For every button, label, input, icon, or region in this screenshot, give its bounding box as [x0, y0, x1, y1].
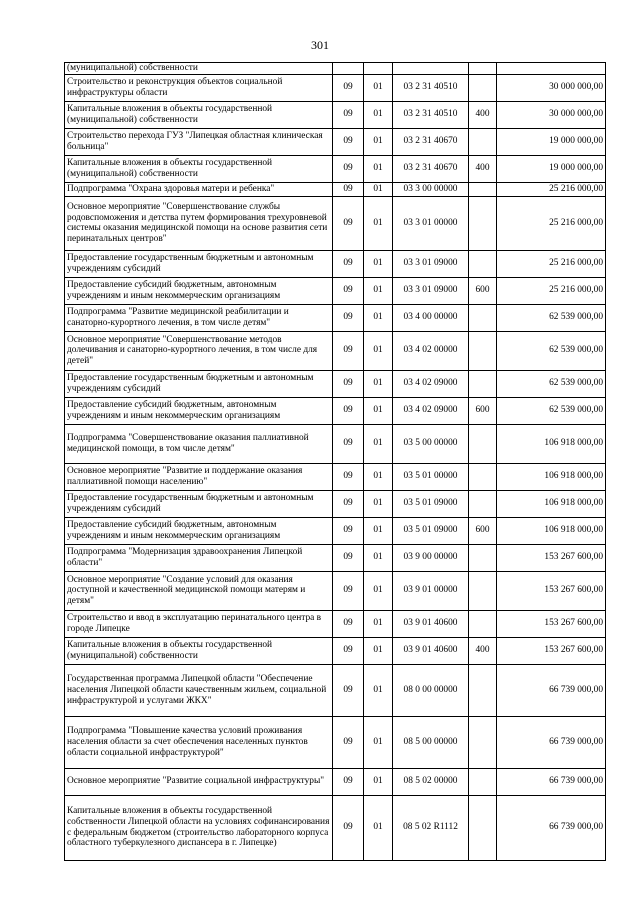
amount: 106 918 000,00 — [497, 517, 606, 544]
item-name: Капитальные вложения в объекты государственной (муниципальной) собственности — [65, 637, 333, 664]
expense-type-code — [469, 331, 497, 370]
section-code: 09 — [333, 571, 364, 610]
section-code: 09 — [333, 637, 364, 664]
section-code: 09 — [333, 370, 364, 397]
section-code: 09 — [333, 155, 364, 182]
expense-type-code — [469, 370, 497, 397]
target-article-code: 03 4 02 09000 — [393, 370, 469, 397]
expense-type-code — [469, 610, 497, 637]
section-code: 09 — [333, 182, 364, 196]
subsection-code: 01 — [364, 304, 393, 331]
expense-type-code — [469, 571, 497, 610]
target-article-code: 08 5 02 R1112 — [393, 795, 469, 860]
subsection-code: 01 — [364, 768, 393, 795]
item-name: Подпрограмма "Охрана здоровья матери и ребенка" — [65, 182, 333, 196]
amount: 62 539 000,00 — [497, 370, 606, 397]
item-name: Предоставление субсидий бюджетным, автономным учреждениям и иным некоммерческим организациям — [65, 517, 333, 544]
item-name: Строительство перехода ГУЗ "Липецкая областная клиническая больница" — [65, 128, 333, 155]
amount: 153 267 600,00 — [497, 610, 606, 637]
target-article-code: 03 2 31 40510 — [393, 74, 469, 101]
item-name: Основное мероприятие "Совершенствование службы родовспоможения и детства путем формирования трехуровневой системы оказания медицинской помощи на основе развития сети перинатальных центров" — [65, 196, 333, 250]
amount: 106 918 000,00 — [497, 424, 606, 463]
amount: 25 216 000,00 — [497, 277, 606, 304]
expense-type-code — [469, 304, 497, 331]
expense-type-code — [469, 74, 497, 101]
item-name: Подпрограмма "Повышение качества условий проживания населения области за счет обеспечения населенных пунктов области социальной инфраструктурой" — [65, 716, 333, 768]
target-article-code: 03 2 31 40670 — [393, 128, 469, 155]
expense-type-code: 600 — [469, 517, 497, 544]
expense-type-code — [469, 424, 497, 463]
amount: 25 216 000,00 — [497, 196, 606, 250]
expense-type-code: 400 — [469, 155, 497, 182]
item-name: Предоставление субсидий бюджетным, автономным учреждениям и иным некоммерческим организациям — [65, 397, 333, 424]
section-code: 09 — [333, 544, 364, 571]
target-article-code: 03 4 00 00000 — [393, 304, 469, 331]
section-code: 09 — [333, 277, 364, 304]
section-code: 09 — [333, 795, 364, 860]
subsection-code: 01 — [364, 490, 393, 517]
item-name: Предоставление государственным бюджетным и автономным учреждениям субсидий — [65, 250, 333, 277]
item-name: Строительство и ввод в эксплуатацию перинатального центра в городе Липецке — [65, 610, 333, 637]
section-code: 09 — [333, 128, 364, 155]
item-name: Капитальные вложения в объекты государственной (муниципальной) собственности — [65, 101, 333, 128]
amount: 66 739 000,00 — [497, 716, 606, 768]
target-article-code: 03 3 01 09000 — [393, 250, 469, 277]
section-code: 09 — [333, 74, 364, 101]
table-row — [65, 571, 606, 610]
subsection-code: 01 — [364, 544, 393, 571]
budget-table — [64, 62, 606, 861]
table-row — [65, 370, 606, 397]
target-article-code: 03 9 00 00000 — [393, 544, 469, 571]
expense-type-code — [469, 196, 497, 250]
target-article-code: 03 5 01 09000 — [393, 490, 469, 517]
subsection-code: 01 — [364, 370, 393, 397]
amount: 153 267 600,00 — [497, 571, 606, 610]
target-article-code: 03 5 01 00000 — [393, 463, 469, 490]
amount: 25 216 000,00 — [497, 182, 606, 196]
section-code: 09 — [333, 101, 364, 128]
subsection-code: 01 — [364, 664, 393, 716]
table-row — [65, 424, 606, 463]
amount: 153 267 600,00 — [497, 544, 606, 571]
expense-type-code: 600 — [469, 277, 497, 304]
item-name: Подпрограмма "Модернизация здравоохранения Липецкой области" — [65, 544, 333, 571]
target-article-code: 03 2 31 40670 — [393, 155, 469, 182]
target-article-code: 03 9 01 40600 — [393, 637, 469, 664]
expense-type-code — [469, 463, 497, 490]
target-article-code: 08 5 00 00000 — [393, 716, 469, 768]
section-code: 09 — [333, 768, 364, 795]
amount: 66 739 000,00 — [497, 664, 606, 716]
target-article-code: 03 5 00 00000 — [393, 424, 469, 463]
table-row — [65, 304, 606, 331]
item-name: Подпрограмма "Совершенствование оказания паллиативной медицинской помощи, в том числе детям" — [65, 424, 333, 463]
amount: 19 000 000,00 — [497, 128, 606, 155]
table-row — [65, 517, 606, 544]
table-row — [65, 155, 606, 182]
subsection-code: 01 — [364, 250, 393, 277]
target-article-code: 03 5 01 09000 — [393, 517, 469, 544]
item-name: Основное мероприятие "Создание условий для оказания доступной и качественной медицинской помощи матерям и детям" — [65, 571, 333, 610]
expense-type-code — [469, 63, 497, 75]
subsection-code: 01 — [364, 463, 393, 490]
subsection-code: 01 — [364, 182, 393, 196]
table-row — [65, 63, 606, 75]
subsection-code: 01 — [364, 716, 393, 768]
target-article-code: 08 5 02 00000 — [393, 768, 469, 795]
subsection-code: 01 — [364, 571, 393, 610]
subsection-code: 01 — [364, 424, 393, 463]
expense-type-code — [469, 544, 497, 571]
subsection-code: 01 — [364, 331, 393, 370]
section-code: 09 — [333, 716, 364, 768]
subsection-code: 01 — [364, 277, 393, 304]
section-code: 09 — [333, 304, 364, 331]
section-code: 09 — [333, 463, 364, 490]
item-name: (муниципальной) собственности — [65, 63, 333, 75]
page-number: 301 — [311, 38, 329, 52]
target-article-code: 03 9 01 40600 — [393, 610, 469, 637]
expense-type-code: 400 — [469, 101, 497, 128]
table-row — [65, 716, 606, 768]
table-row — [65, 182, 606, 196]
expense-type-code — [469, 768, 497, 795]
table-row — [65, 196, 606, 250]
amount: 106 918 000,00 — [497, 490, 606, 517]
expense-type-code — [469, 664, 497, 716]
table-row — [65, 331, 606, 370]
target-article-code — [393, 63, 469, 75]
section-code: 09 — [333, 664, 364, 716]
subsection-code: 01 — [364, 610, 393, 637]
subsection-code: 01 — [364, 637, 393, 664]
expense-type-code — [469, 250, 497, 277]
amount: 25 216 000,00 — [497, 250, 606, 277]
amount: 66 739 000,00 — [497, 795, 606, 860]
subsection-code: 01 — [364, 74, 393, 101]
target-article-code: 03 9 01 00000 — [393, 571, 469, 610]
section-code: 09 — [333, 250, 364, 277]
table-row — [65, 664, 606, 716]
expense-type-code — [469, 716, 497, 768]
subsection-code: 01 — [364, 196, 393, 250]
section-code: 09 — [333, 517, 364, 544]
table-row — [65, 768, 606, 795]
item-name: Основное мероприятие "Развитие и поддержание оказания паллиативной помощи населению" — [65, 463, 333, 490]
section-code: 09 — [333, 424, 364, 463]
expense-type-code: 400 — [469, 637, 497, 664]
section-code: 09 — [333, 196, 364, 250]
amount: 66 739 000,00 — [497, 768, 606, 795]
expense-type-code — [469, 490, 497, 517]
target-article-code: 03 2 31 40510 — [393, 101, 469, 128]
amount: 62 539 000,00 — [497, 397, 606, 424]
target-article-code: 03 4 02 00000 — [393, 331, 469, 370]
subsection-code: 01 — [364, 101, 393, 128]
subsection-code: 01 — [364, 155, 393, 182]
table-row — [65, 74, 606, 101]
item-name: Подпрограмма "Развитие медицинской реабилитации и санаторно-курортного лечения, в том числе детям" — [65, 304, 333, 331]
amount: 30 000 000,00 — [497, 101, 606, 128]
amount: 62 539 000,00 — [497, 304, 606, 331]
item-name: Капитальные вложения в объекты государственной собственности Липецкой области на условиях софинансирования с федеральным бюджетом (строительство лабораторного корпуса областного туберкулезного диспансера в г. Липецке) — [65, 795, 333, 860]
table-row — [65, 637, 606, 664]
expense-type-code — [469, 182, 497, 196]
expense-type-code: 600 — [469, 397, 497, 424]
table-row — [65, 101, 606, 128]
expense-type-code — [469, 795, 497, 860]
section-code: 09 — [333, 490, 364, 517]
item-name: Капитальные вложения в объекты государственной (муниципальной) собственности — [65, 155, 333, 182]
subsection-code: 01 — [364, 397, 393, 424]
target-article-code: 03 3 01 00000 — [393, 196, 469, 250]
amount: 153 267 600,00 — [497, 637, 606, 664]
item-name: Государственная программа Липецкой области "Обеспечение населения Липецкой области качественным жильем, социальной инфраструктурой и услугами ЖКХ" — [65, 664, 333, 716]
subsection-code: 01 — [364, 517, 393, 544]
amount: 62 539 000,00 — [497, 331, 606, 370]
amount: 106 918 000,00 — [497, 463, 606, 490]
section-code: 09 — [333, 397, 364, 424]
section-code: 09 — [333, 331, 364, 370]
table-row — [65, 490, 606, 517]
target-article-code: 03 3 01 09000 — [393, 277, 469, 304]
table-row — [65, 250, 606, 277]
section-code — [333, 63, 364, 75]
item-name: Предоставление государственным бюджетным и автономным учреждениям субсидий — [65, 370, 333, 397]
item-name: Основное мероприятие "Развитие социальной инфраструктуры" — [65, 768, 333, 795]
item-name: Предоставление субсидий бюджетным, автономным учреждениям и иным некоммерческим организациям — [65, 277, 333, 304]
table-row — [65, 795, 606, 860]
item-name: Основное мероприятие "Совершенствование методов долечивания и санаторно-курортного лечения, в том числе для детей" — [65, 331, 333, 370]
expense-type-code — [469, 128, 497, 155]
item-name: Строительство и реконструкция объектов социальной инфраструктуры области — [65, 74, 333, 101]
section-code: 09 — [333, 610, 364, 637]
subsection-code: 01 — [364, 128, 393, 155]
target-article-code: 08 0 00 00000 — [393, 664, 469, 716]
table-row — [65, 544, 606, 571]
table-row — [65, 610, 606, 637]
target-article-code: 03 3 00 00000 — [393, 182, 469, 196]
table-row — [65, 397, 606, 424]
amount: 30 000 000,00 — [497, 74, 606, 101]
table-row — [65, 277, 606, 304]
table-row — [65, 463, 606, 490]
subsection-code — [364, 63, 393, 75]
subsection-code: 01 — [364, 795, 393, 860]
item-name: Предоставление государственным бюджетным и автономным учреждениям субсидий — [65, 490, 333, 517]
target-article-code: 03 4 02 09000 — [393, 397, 469, 424]
amount — [497, 63, 606, 75]
amount: 19 000 000,00 — [497, 155, 606, 182]
table-row — [65, 128, 606, 155]
